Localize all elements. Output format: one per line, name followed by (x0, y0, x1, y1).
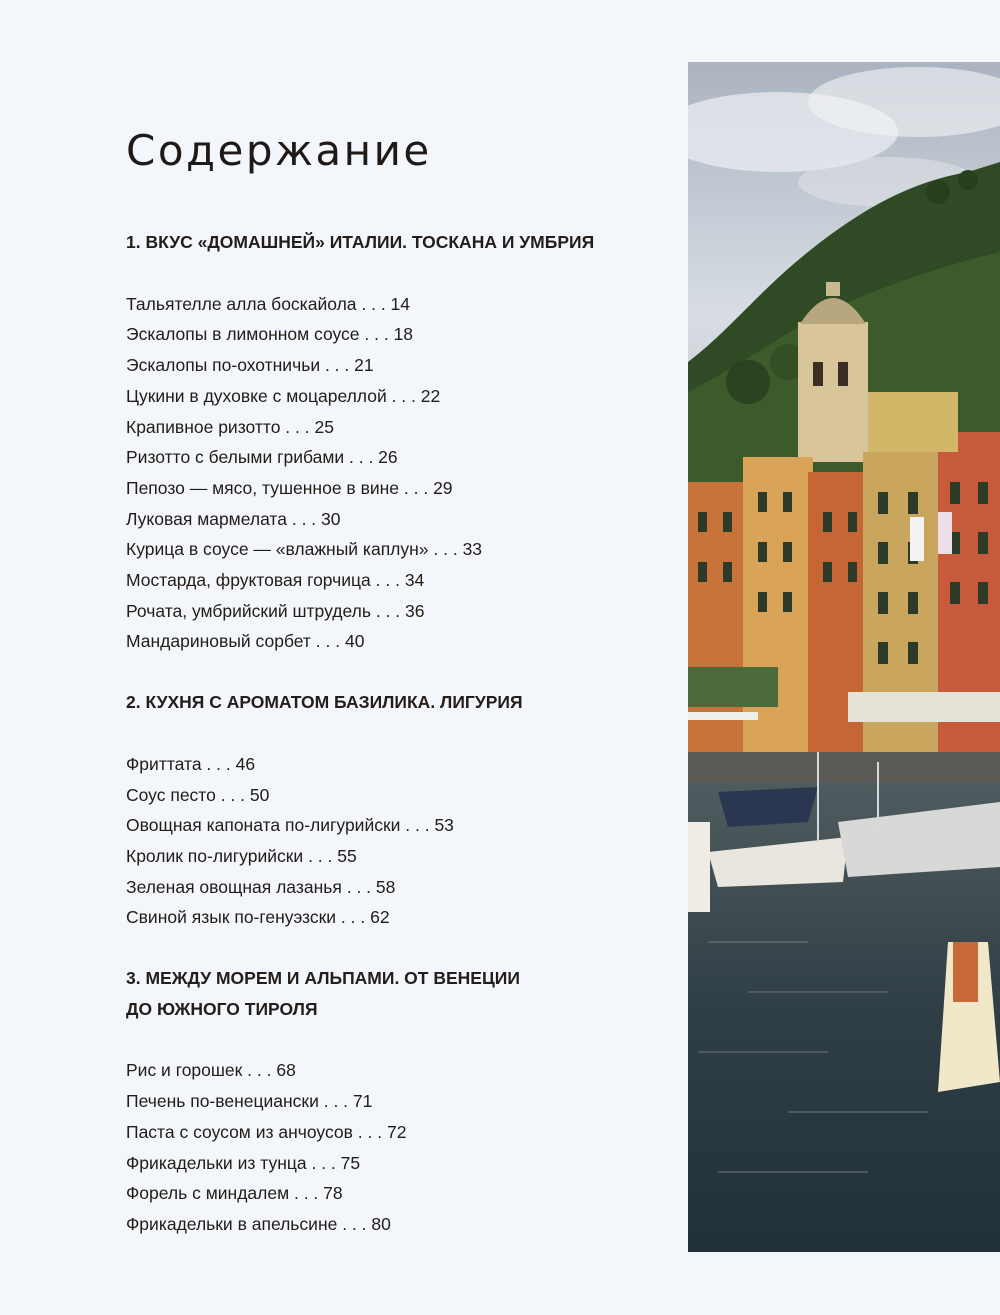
toc-entry[interactable]: Цукини в духовке с моцареллой . . . 22 (126, 385, 441, 406)
table-of-contents (126, 120, 666, 1240)
toc-entry[interactable]: Фрикадельки из тунца . . . 75 (126, 1152, 361, 1173)
bell-tower (798, 322, 868, 462)
toc-entry[interactable]: Курица в соусе — «влажный каплун» . . . 33 (126, 539, 483, 560)
facade (938, 432, 1000, 782)
toc-entry[interactable]: Тальятелле алла боскайола . . . 14 (126, 293, 411, 314)
section-heading-line: 1. ВКУС «ДОМАШНЕЙ» ИТАЛИИ. ТОСКАНА И УМБРИЯ (126, 232, 595, 252)
toc-entry[interactable]: Печень по-венециански . . . 71 (126, 1091, 373, 1112)
page-title: Содержание (126, 126, 432, 175)
section-heading (126, 963, 666, 1024)
toc-entry[interactable]: Фриттата . . . 46 (126, 753, 256, 774)
toc-entry[interactable]: Зеленая овощная лазанья . . . 58 (126, 876, 396, 897)
toc-section-3 (126, 963, 666, 1240)
toc-entry[interactable]: Мандариновый сорбет . . . 40 (126, 631, 365, 652)
toc-entry[interactable]: Рочата, умбрийский штрудель . . . 36 (126, 600, 425, 621)
toc-entry[interactable]: Свиной язык по-генуэзски . . . 62 (126, 907, 390, 928)
boat (718, 787, 818, 827)
toc-section-2 (126, 687, 666, 933)
entry-list (126, 289, 666, 657)
section-heading-line: ДО ЮЖНОГО ТИРОЛЯ (126, 998, 318, 1019)
harbor-photo (688, 62, 1000, 1252)
toc-entry[interactable]: Форель с миндалем . . . 78 (126, 1183, 343, 1204)
toc-entry[interactable]: Паста с соусом из анчоусов . . . 72 (126, 1121, 407, 1142)
toc-entry[interactable]: Крапивное ризотто . . . 25 (126, 416, 334, 437)
toc-entry[interactable]: Ризотто с белыми грибами . . . 26 (126, 447, 398, 468)
entry-list (126, 749, 666, 933)
facade (688, 482, 748, 782)
quay (688, 752, 1000, 782)
toc-entry[interactable]: Эскалопы в лимонном соусе . . . 18 (126, 324, 414, 345)
toc-entry[interactable]: Мостарда, фруктовая горчица . . . 34 (126, 570, 425, 591)
toc-entry[interactable]: Фрикадельки в апельсине . . . 80 (126, 1213, 391, 1234)
facade (743, 457, 813, 782)
toc-section-1 (126, 227, 666, 657)
toc-entry[interactable]: Пепозо — мясо, тушенное в вине . . . 29 (126, 477, 453, 498)
section-heading (126, 227, 666, 258)
harbor-illustration (688, 62, 1000, 1252)
toc-entry[interactable]: Рис и горошек . . . 68 (126, 1060, 296, 1081)
toc-entry[interactable]: Соус песто . . . 50 (126, 784, 270, 805)
facade (808, 472, 868, 782)
entry-list (126, 1055, 666, 1239)
toc-entry[interactable]: Овощная капоната по-лигурийски . . . 53 (126, 815, 454, 836)
toc-entry[interactable]: Эскалопы по-охотничьи . . . 21 (126, 355, 374, 376)
section-heading-line: 3. МЕЖДУ МОРЕМ И АЛЬПАМИ. ОТ ВЕНЕЦИИ (126, 968, 520, 989)
toc-entry[interactable]: Кролик по-лигурийски . . . 55 (126, 845, 357, 866)
facade (863, 452, 943, 782)
section-heading (126, 687, 666, 718)
toc-entry[interactable]: Луковая мармелата . . . 30 (126, 508, 341, 529)
section-heading-line: 2. КУХНЯ С АРОМАТОМ БАЗИЛИКА. ЛИГУРИЯ (126, 692, 523, 713)
